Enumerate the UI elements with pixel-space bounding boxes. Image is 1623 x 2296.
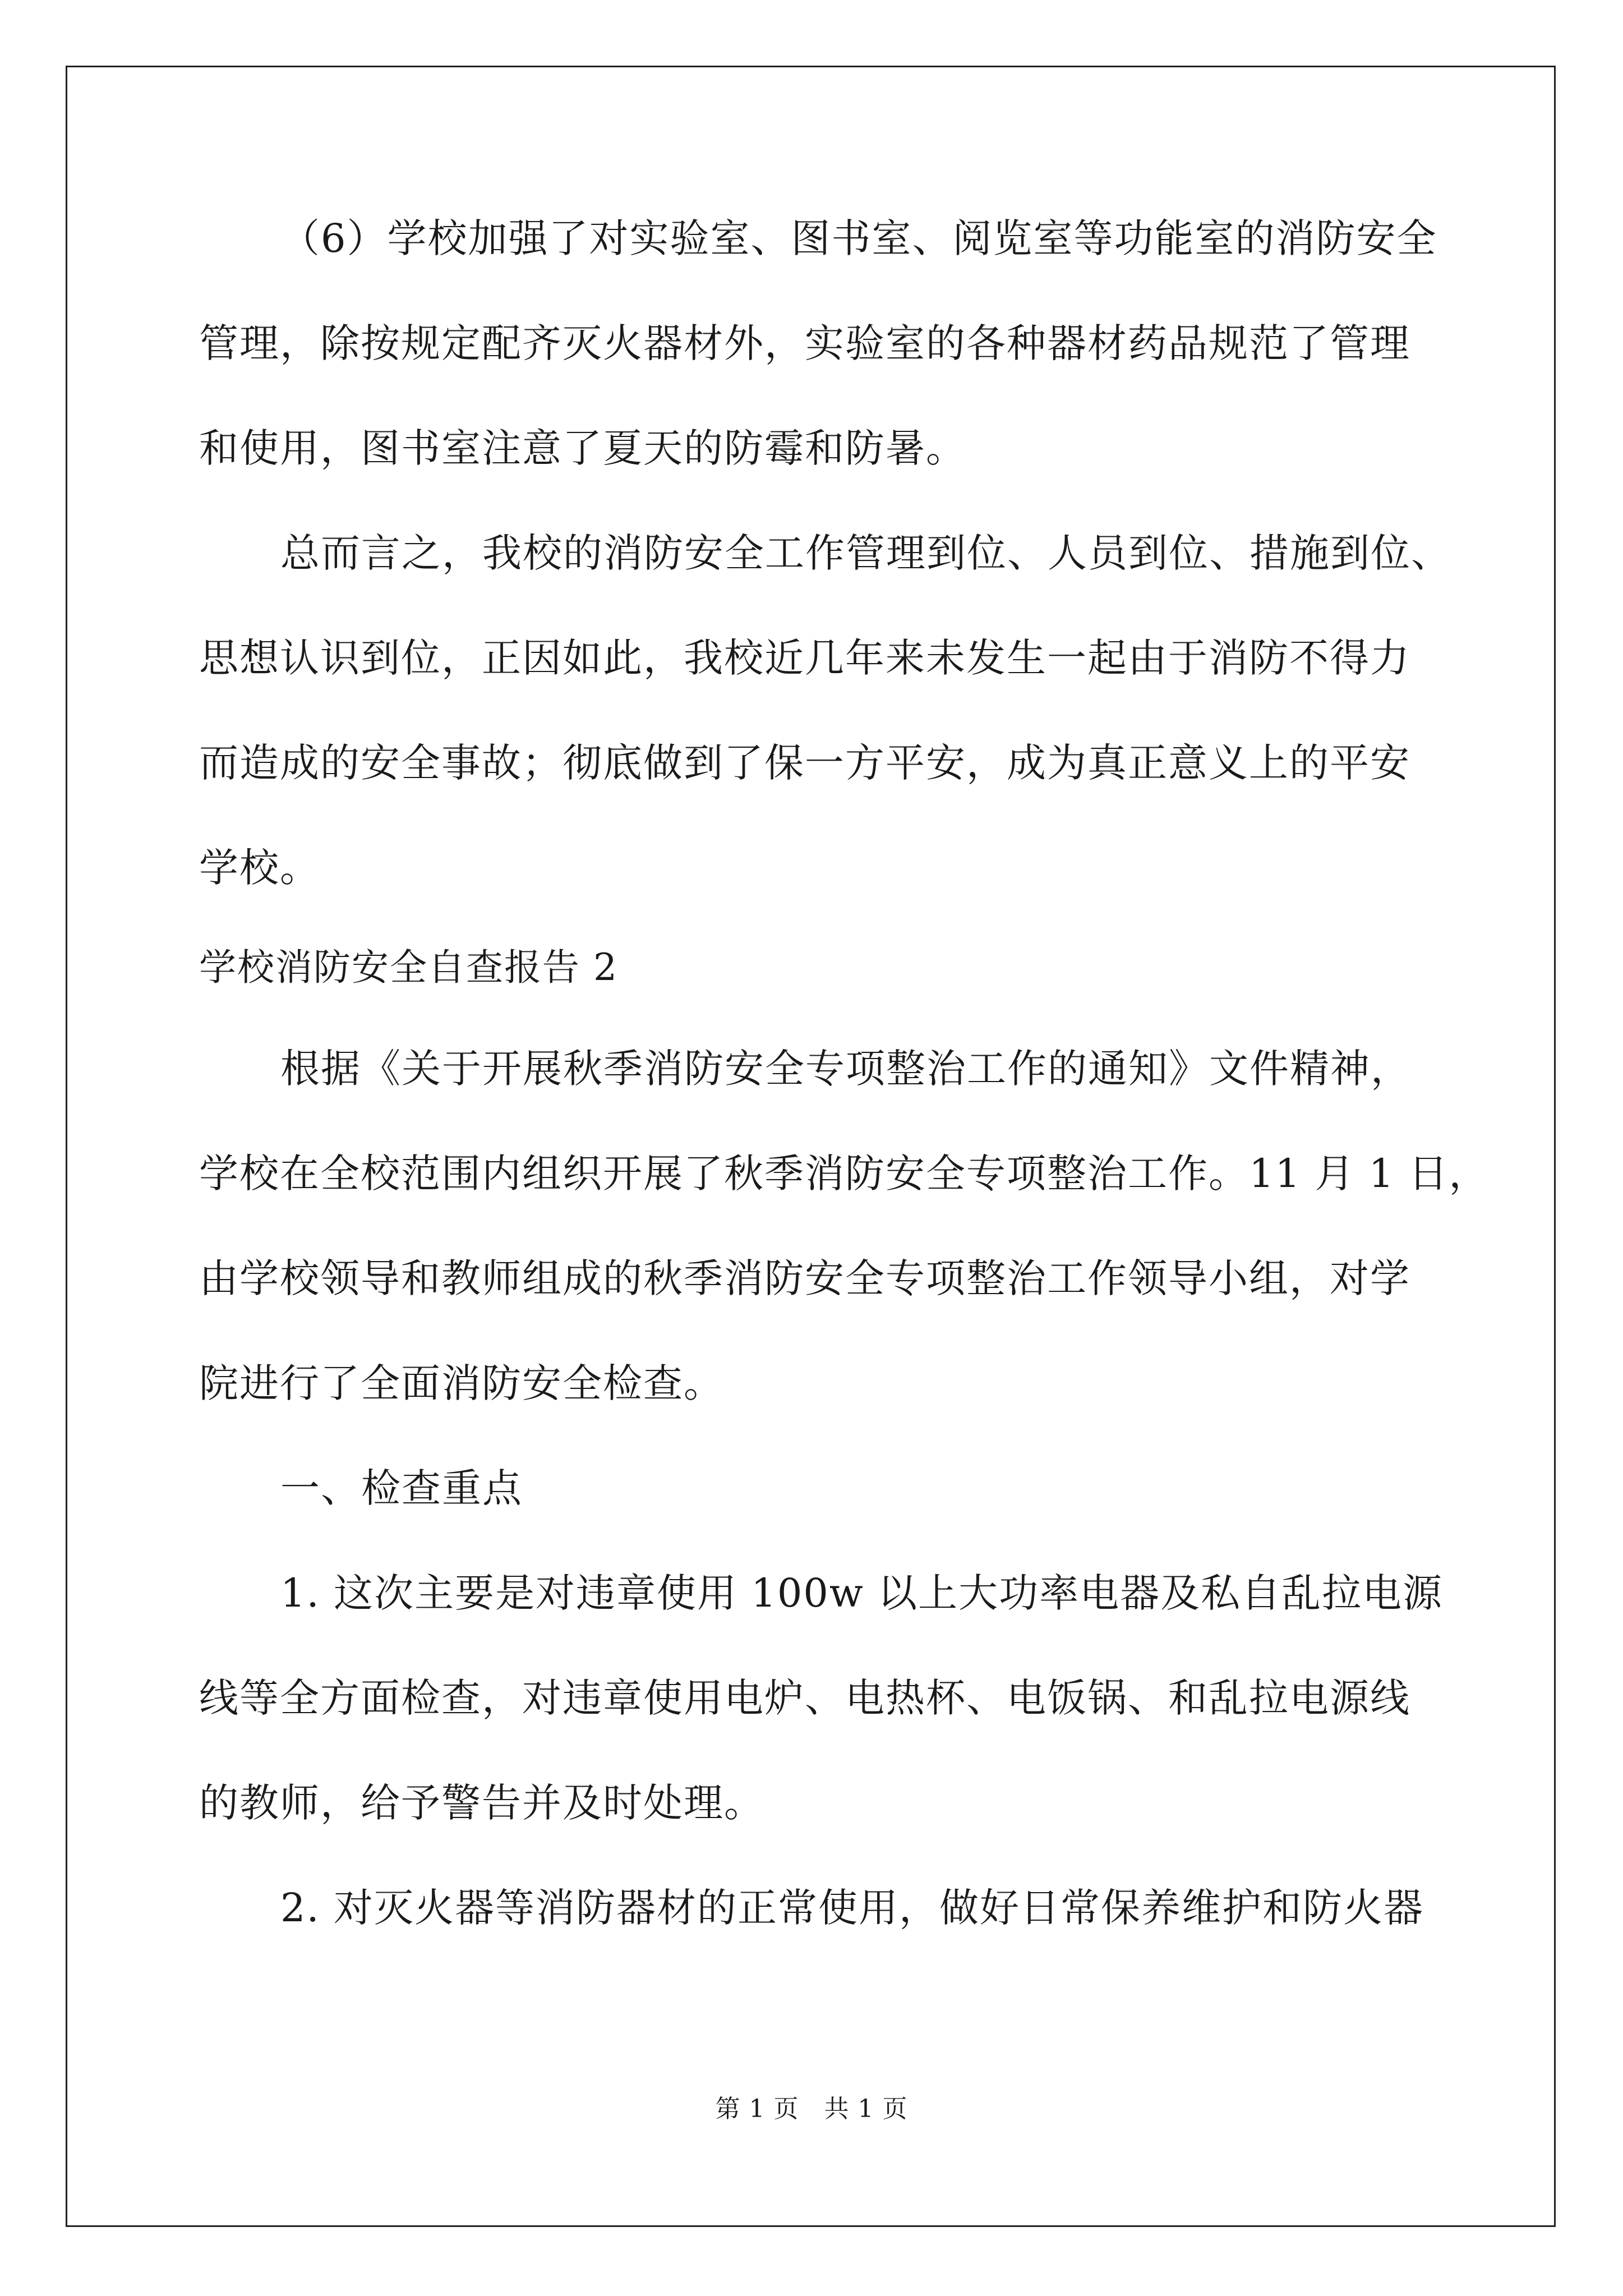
- subheading: 一、检查重点: [280, 1465, 523, 1511]
- paragraph-line: 思想认识到位，正因如此，我校近几年来未发生一起由于消防不得力: [199, 635, 1410, 681]
- paragraph-line: 的教师，给予警告并及时处理。: [199, 1780, 764, 1826]
- paragraph-line: 而造成的安全事故；彻底做到了保一方平安，成为真正意义上的平安: [199, 740, 1410, 786]
- paragraph-line: 根据《关于开展秋季消防安全专项整治工作的通知》文件精神，: [280, 1046, 1411, 1092]
- paragraph-line: 管理，除按规定配齐灭火器材外，实验室的各种器材药品规范了管理: [199, 320, 1410, 366]
- paragraph-line: 线等全方面检查，对违章使用电炉、电热杯、电饭锅、和乱拉电源线: [199, 1675, 1410, 1721]
- paragraph-line: 总而言之，我校的消防安全工作管理到位、人员到位、措施到位、: [280, 530, 1451, 576]
- paragraph-line: 和使用，图书室注意了夏天的防霉和防暑。: [199, 425, 966, 471]
- paragraph-line: 学校。: [199, 845, 320, 891]
- paragraph-line: （6）学校加强了对实验室、图书室、阅览室等功能室的消防安全: [280, 215, 1437, 261]
- page-footer: 第 1 页 共 1 页: [715, 2095, 908, 2123]
- paragraph-line: 2. 对灭火器等消防器材的正常使用，做好日常保养维护和防火器: [280, 1885, 1424, 1931]
- paragraph-line: 由学校领导和教师组成的秋季消防安全专项整治工作领导小组，对学: [199, 1255, 1410, 1301]
- paragraph-line: 院进行了全面消防安全检查。: [199, 1360, 724, 1406]
- section-heading: 学校消防安全自查报告 2: [199, 946, 618, 989]
- paragraph-line: 学校在全校范围内组织开展了秋季消防安全专项整治工作。11 月 1 日，: [199, 1151, 1490, 1197]
- paragraph-line: 1. 这次主要是对违章使用 100w 以上大功率电器及私自乱拉电源: [280, 1570, 1444, 1616]
